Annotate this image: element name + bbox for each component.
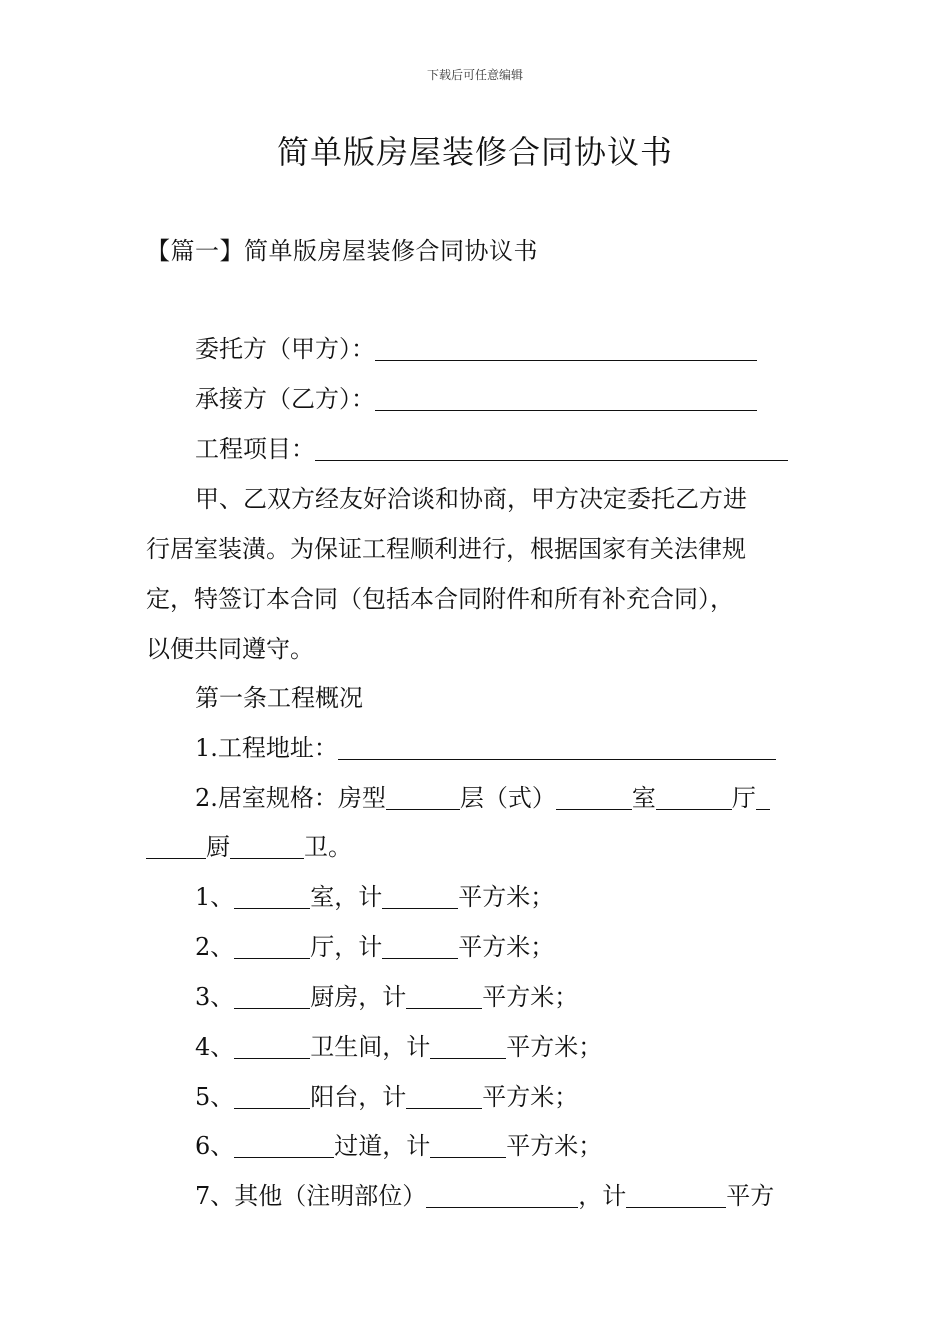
area-item-name: 卫生间，计	[310, 1033, 431, 1061]
area-item-count-blank[interactable]	[234, 1084, 310, 1109]
preamble-line-2: 行居室装潢。为保证工程顺利进行，根据国家有关法律规	[146, 535, 746, 563]
spec-room-blank[interactable]	[556, 785, 632, 810]
other-mid: ，计	[578, 1182, 627, 1210]
contractor-label: 承接方（乙方）：	[195, 385, 375, 413]
area-item-unit: 平方米；	[458, 933, 555, 961]
other-unit: 平方	[726, 1182, 775, 1210]
address-label: 1.工程地址：	[195, 734, 338, 762]
project-blank[interactable]	[315, 436, 788, 461]
area-item	[0, 1128, 950, 1164]
area-item-name: 阳台，计	[310, 1083, 407, 1111]
preamble-line-4: 以便共同遵守。	[146, 635, 314, 663]
area-item-unit: 平方米；	[482, 1083, 579, 1111]
spec-hall-label: 厅	[731, 784, 756, 812]
project-line	[0, 431, 950, 467]
spec-hall-blank[interactable]	[656, 785, 732, 810]
article1-heading: 第一条工程概况	[195, 684, 363, 712]
spec-prefix: 2.居室规格：房型	[195, 784, 386, 812]
spec-bath-blank[interactable]	[230, 834, 304, 859]
area-item-size-blank[interactable]	[430, 1133, 506, 1158]
area-item-other	[0, 1178, 950, 1214]
area-item	[0, 879, 950, 915]
spec-floor-label: 层（式）	[459, 784, 556, 812]
area-item-size-blank[interactable]	[382, 934, 458, 959]
area-item-num: 6、	[195, 1132, 235, 1160]
spec-bath-label: 卫。	[304, 833, 352, 861]
contractor-line	[0, 381, 950, 417]
area-item	[0, 1079, 950, 1115]
project-label: 工程项目：	[195, 435, 315, 463]
document-title: 简单版房屋装修合同协议书	[276, 133, 673, 171]
area-item-size-blank[interactable]	[406, 1084, 482, 1109]
client-line	[0, 331, 950, 367]
spec-kitchen-blank-start[interactable]	[756, 785, 770, 810]
area-item-name: 厨房，计	[310, 983, 407, 1011]
area-item-num: 4、	[195, 1033, 235, 1061]
spec-room-label: 室	[631, 784, 656, 812]
contractor-blank[interactable]	[375, 386, 757, 411]
area-item-unit: 平方米；	[506, 1033, 603, 1061]
address-blank[interactable]	[338, 735, 776, 760]
area-item-size-blank[interactable]	[382, 884, 458, 909]
area-item-count-blank[interactable]	[234, 984, 310, 1009]
section-heading: 【篇一】简单版房屋装修合同协议书	[146, 237, 538, 265]
area-item	[0, 929, 950, 965]
area-item-count-blank[interactable]	[234, 1034, 310, 1059]
area-item-unit: 平方米；	[482, 983, 579, 1011]
area-item-count-blank[interactable]	[234, 884, 310, 909]
area-item-unit: 平方米；	[458, 883, 555, 911]
spec-type-blank[interactable]	[386, 785, 460, 810]
area-item-num: 5、	[195, 1083, 235, 1111]
area-item-size-blank[interactable]	[406, 984, 482, 1009]
other-size-blank[interactable]	[626, 1183, 726, 1208]
area-item-num: 2、	[195, 933, 235, 961]
area-item-size-blank[interactable]	[430, 1034, 506, 1059]
area-item-name: 室，计	[310, 883, 383, 911]
area-item-count-blank[interactable]	[234, 934, 310, 959]
area-item-num: 3、	[195, 983, 235, 1011]
client-blank[interactable]	[375, 336, 757, 361]
client-label: 委托方（甲方）：	[195, 335, 375, 363]
spec-line	[0, 780, 950, 816]
preamble-line-1: 甲、乙双方经友好洽谈和协商，甲方决定委托乙方进	[195, 485, 747, 513]
area-item-unit: 平方米；	[506, 1132, 603, 1160]
address-line	[0, 730, 950, 766]
area-item	[0, 1029, 950, 1065]
header-note: 下载后可任意编辑	[426, 68, 523, 82]
spec-line-cont	[0, 829, 950, 865]
preamble-line-3: 定，特签订本合同（包括本合同附件和所有补充合同），	[146, 585, 734, 613]
other-prefix: 7、其他（注明部位）	[195, 1182, 427, 1210]
area-item-num: 1、	[195, 883, 235, 911]
other-location-blank[interactable]	[426, 1183, 578, 1208]
spec-kitchen-label: 厨	[206, 833, 230, 861]
area-item-name: 过道，计	[334, 1132, 431, 1160]
area-item-count-blank[interactable]	[234, 1133, 334, 1158]
area-item	[0, 979, 950, 1015]
area-item-name: 厅，计	[310, 933, 383, 961]
spec-kitchen-blank-end[interactable]	[146, 834, 206, 859]
